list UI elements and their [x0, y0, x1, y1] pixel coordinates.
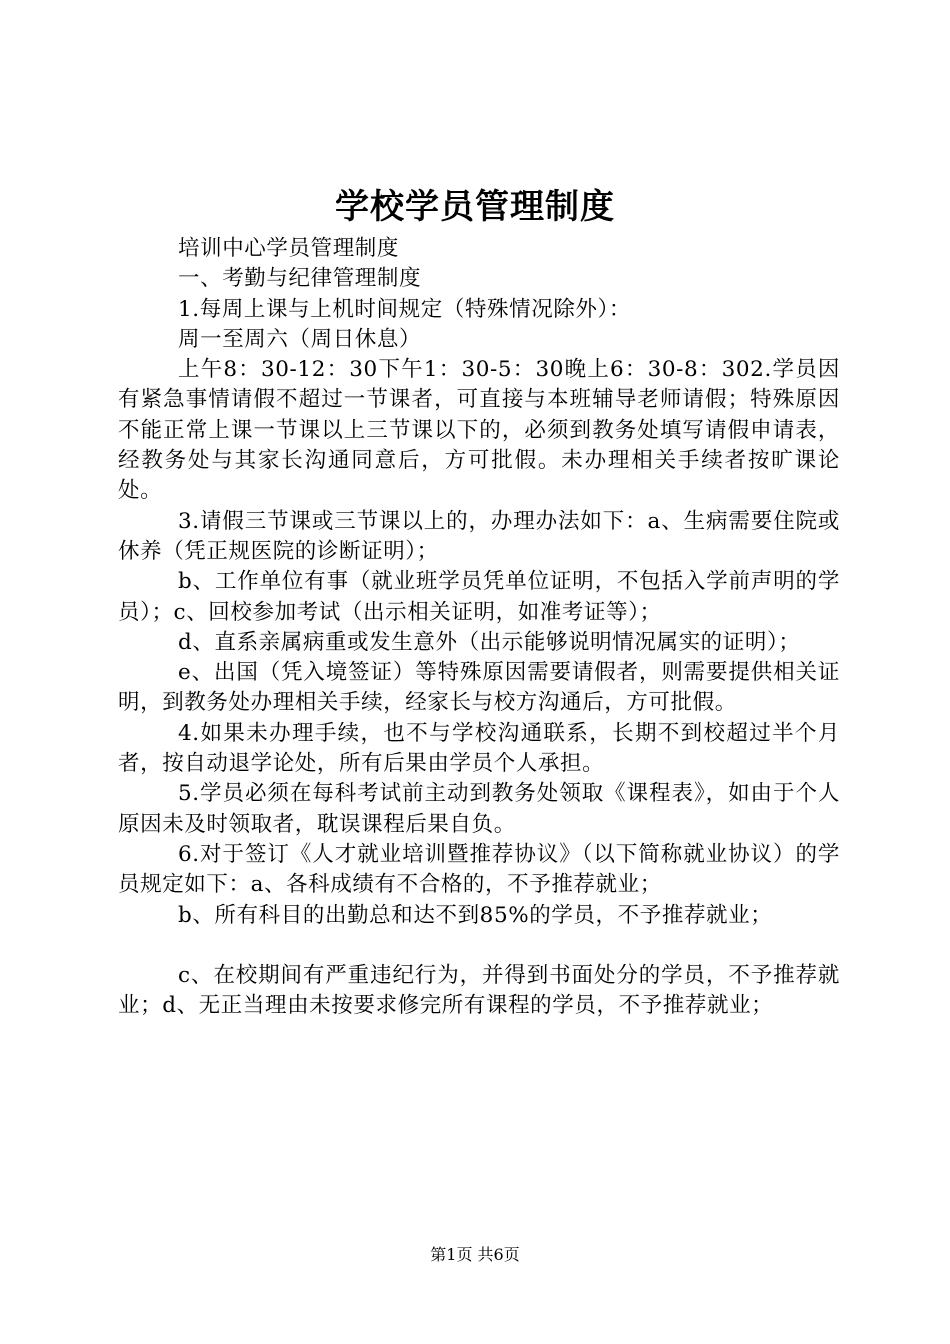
paragraph-rule-3-e: e、出国（凭入境签证）等特殊原因需要请假者，则需要提供相关证明，到教务处办理相关手续，经家长与校方沟通后，方可批假。: [118, 660, 840, 716]
paragraph-section-heading: 一、考勤与纪律管理制度: [178, 266, 422, 292]
paragraph-rule-3-d: d、直系亲属病重或发生意外（出示能够说明情况属实的证明）；: [178, 629, 801, 655]
document-title: 学校学员管理制度: [335, 187, 615, 227]
paragraph-schedule-times-rule-2: 上午8：30-12：30下午1：30-5：30晚上6：30-8：302.学员因有紧急事情请假不超过一节课者，可直接与本班辅导老师请假；特殊原因不能正常上课一节课以上三节课以下的，必须到教务处填写请假申请表，经教务处与其家长沟通同意后，方可批假。未办理相关手续者按旷课论处。: [118, 357, 840, 504]
paragraph-rule-6: 6.对于签订《人才就业培训暨推荐协议》（以下简称就业协议）的学员规定如下：a、各科成绩有不合格的，不予推荐就业；: [118, 841, 840, 898]
paragraph-rule-3-b-c: b、工作单位有事（就业班学员凭单位证明，不包括入学前声明的学员）；c、回校参加考试（出示相关证明，如准考证等）；: [118, 569, 840, 625]
paragraph-rule-6-b: b、所有科目的出勤总和达不到85%的学员，不予推荐就业；: [178, 902, 773, 928]
paragraph-center-title: 培训中心学员管理制度: [178, 236, 400, 261]
paragraph-rule-3: 3.请假三节课或三节课以上的，办理办法如下：a、生病需要住院或休养（凭正规医院的诊断证明）；: [118, 508, 840, 564]
document-body: [118, 234, 840, 1021]
page-footer: 第1页 共6页: [430, 1245, 520, 1264]
paragraph-rule-6-c-d: c、在校期间有严重违纪行为，并得到书面处分的学员，不予推荐就业；d、无正当理由未按要求修完所有课程的学员，不予推荐就业；: [118, 962, 840, 1019]
paragraph-rule-4: 4.如果未办理手续，也不与学校沟通联系，长期不到校超过半个月者，按自动退学论处，所有后果由学员个人承担。: [118, 720, 840, 777]
paragraph-rule-1: 1.每周上课与上机时间规定（特殊情况除外）：: [178, 296, 631, 322]
paragraph-schedule-days: 周一至周六（周日休息）: [178, 326, 422, 352]
paragraph-rule-5: 5.学员必须在每科考试前主动到教务处领取《课程表》，如由于个人原因未及时领取者，耽误课程后果自负。: [118, 781, 840, 837]
